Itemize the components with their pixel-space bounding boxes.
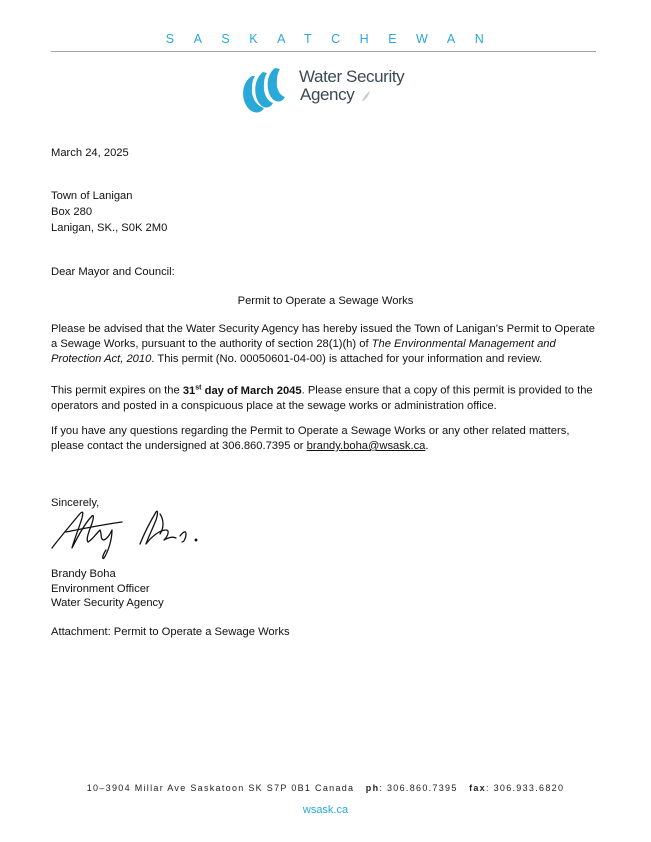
- footer-phone: 306.860.7395: [387, 783, 458, 793]
- expiry-date: [183, 385, 302, 397]
- footer-fax: 306.933.6820: [493, 783, 565, 793]
- footer-address: 10–3904 Millar Ave Saskatoon SK S7P 0B1 Canada: [86, 783, 355, 793]
- expiry-day: 31: [182, 384, 196, 397]
- paragraph-text: . This permit (No. 00050601-04-00) is attached for your information and review.: [151, 353, 543, 365]
- header-divider: [51, 51, 596, 52]
- signer-organization: Water Security Agency: [51, 597, 164, 609]
- email-link[interactable]: brandy.boha@wsask.ca: [306, 440, 426, 452]
- expiry-month-year: day of March 2045: [201, 384, 302, 397]
- recipient-line: Town of Lanigan: [51, 190, 133, 202]
- agency-logo: [239, 66, 414, 116]
- fax-label: fax: [469, 783, 486, 793]
- recipient-line: Box 280: [51, 206, 93, 218]
- water-drop-logo-icon: [239, 66, 297, 116]
- act-title: The Environmental Management and Protection Act, 2010: [51, 338, 556, 365]
- wheat-leaf-icon: [361, 90, 371, 102]
- phone-label: ph: [365, 783, 380, 793]
- paragraph-permit-issued: [51, 322, 596, 367]
- paragraph-text: This permit expires on the: [51, 384, 183, 397]
- signer-title: Environment Officer: [51, 582, 150, 595]
- paragraph-text: Please be advised that the Water Security Agency has hereby issued the Town of Lanigan’s Permit to Operate a Sewage Works, pursuant to the authority of section 28(1)(h) of: [51, 323, 595, 350]
- closing: Sincerely,: [51, 497, 100, 509]
- attachment-note: Attachment: Permit to Operate a Sewage Works: [51, 626, 290, 638]
- paragraph-text: . Please ensure that a copy of this permit is provided to the operators and posted in a conspicuous place at the sewage works or administration office.: [51, 384, 593, 412]
- paragraph-contact: [51, 424, 596, 454]
- paragraph-expiry: [51, 380, 596, 414]
- paragraph-text: If you have any questions regarding the Permit to Operate a Sewage Works or any other related matters, please contact the undersigned at 306.860.7395 or: [51, 425, 570, 452]
- footer-contact: 10–3904 Millar Ave Saskatoon SK S7P 0B1 Canada ph: 306.860.7395 fax: 306.933.6820: [86, 783, 565, 793]
- signer-block: [51, 567, 596, 611]
- expiry-day-suffix: st: [195, 384, 202, 391]
- logo-text-line2: Agency: [300, 85, 355, 104]
- salutation: Dear Mayor and Council:: [51, 266, 175, 278]
- handwritten-signature: [46, 500, 206, 562]
- logo-text-line1: Water Security: [299, 67, 405, 86]
- recipient-line: Lanigan, SK., S0K 2M0: [51, 222, 168, 234]
- signer-name: Brandy Boha: [51, 568, 116, 580]
- paragraph-text: .: [425, 440, 429, 452]
- recipient-address: [51, 188, 596, 236]
- letter-subject: Permit to Operate a Sewage Works: [237, 295, 414, 307]
- footer-website-link[interactable]: wsask.ca: [302, 804, 349, 816]
- province-header: SASKATCHEWAN: [165, 32, 504, 46]
- letter-date: March 24, 2025: [51, 147, 129, 159]
